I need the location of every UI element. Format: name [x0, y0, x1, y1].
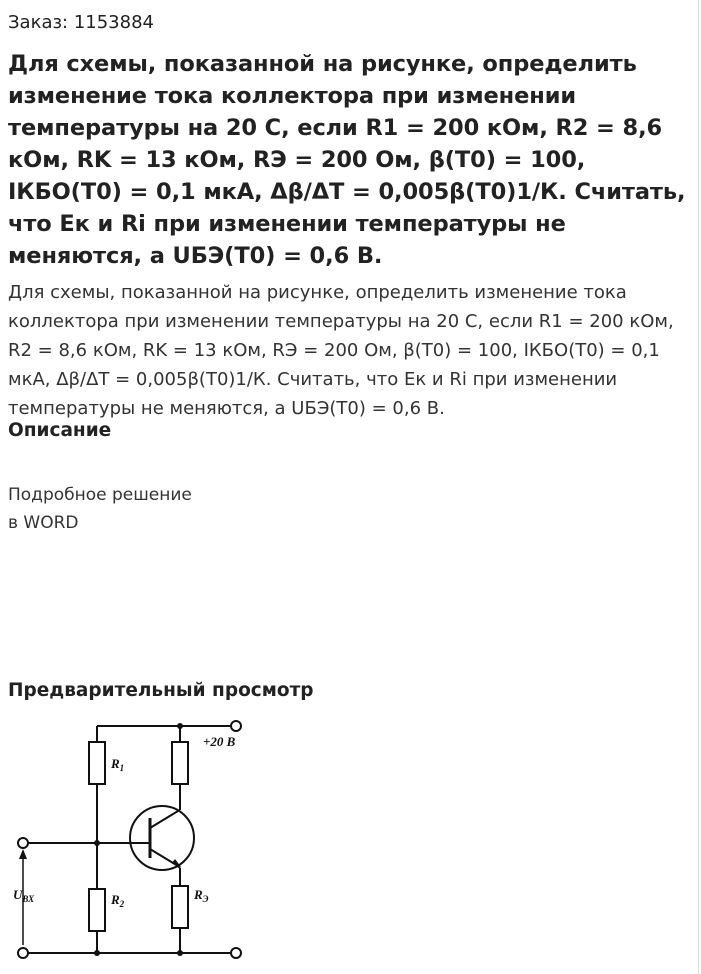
junction-re-ground	[177, 950, 183, 956]
r1-label: $R_1$	[111, 756, 125, 773]
preview-heading: Предварительный просмотр	[8, 680, 314, 701]
description-line-1: Подробное решение	[8, 485, 192, 505]
resistor-r2	[89, 889, 105, 931]
supply-terminal	[231, 721, 241, 731]
description-body	[8, 481, 192, 537]
re-label: $R_Э$	[194, 887, 209, 904]
resistor-rk	[172, 742, 188, 784]
r2-label: $R_2$	[111, 892, 125, 909]
input-terminal-top	[18, 838, 28, 848]
uin-label: $U_{ВХ}$	[13, 887, 35, 904]
task-title: Для схемы, показанной на рисунке, определить изменение тока коллектора при изменении температуры на 20 С, если R1 = 200 кОм, R2 = 8,6 кОм, RK = 13 кОм, RЭ = 200 Ом, β(Т0) = 100, IКБО(Т0) = 0,1 мкА, Δβ/ΔТ = 0,005β(Т0)1/К. Считать, что Ек и Ri при изменении температуры не меняются, а UБЭ(Т0) = 0,6 В.	[8, 51, 686, 269]
order-number: Заказ: 1153884	[8, 12, 154, 33]
resistor-re	[172, 886, 188, 928]
task-text: Для схемы, показанной на рисунке, определить изменение тока коллектора при изменении температуры на 20 С, если R1 = 200 кОм, R2 = 8,6 кОм, RK = 13 кОм, RЭ = 200 Ом, β(Т0) = 100, IКБО(Т0) = 0,1 мкА, Δβ/ΔТ = 0,005β(Т0)1/К. Считать, что Ек и Ri при изменении температуры не меняются, а UБЭ(Т0) = 0,6 В.	[8, 282, 674, 419]
junction-rk-supply	[177, 723, 183, 729]
description-line-2: в WORD	[8, 513, 79, 533]
junction-base	[94, 840, 100, 846]
junction-r2-ground	[94, 950, 100, 956]
output-terminal-bottom	[231, 948, 241, 958]
uin-arrow-head	[19, 849, 27, 859]
circuit-schematic	[0, 708, 290, 974]
description-heading: Описание	[8, 420, 112, 441]
supply-label: +20 В	[203, 734, 236, 749]
input-terminal-bottom	[18, 948, 28, 958]
transistor-body	[130, 806, 194, 870]
resistor-r1	[89, 742, 105, 784]
